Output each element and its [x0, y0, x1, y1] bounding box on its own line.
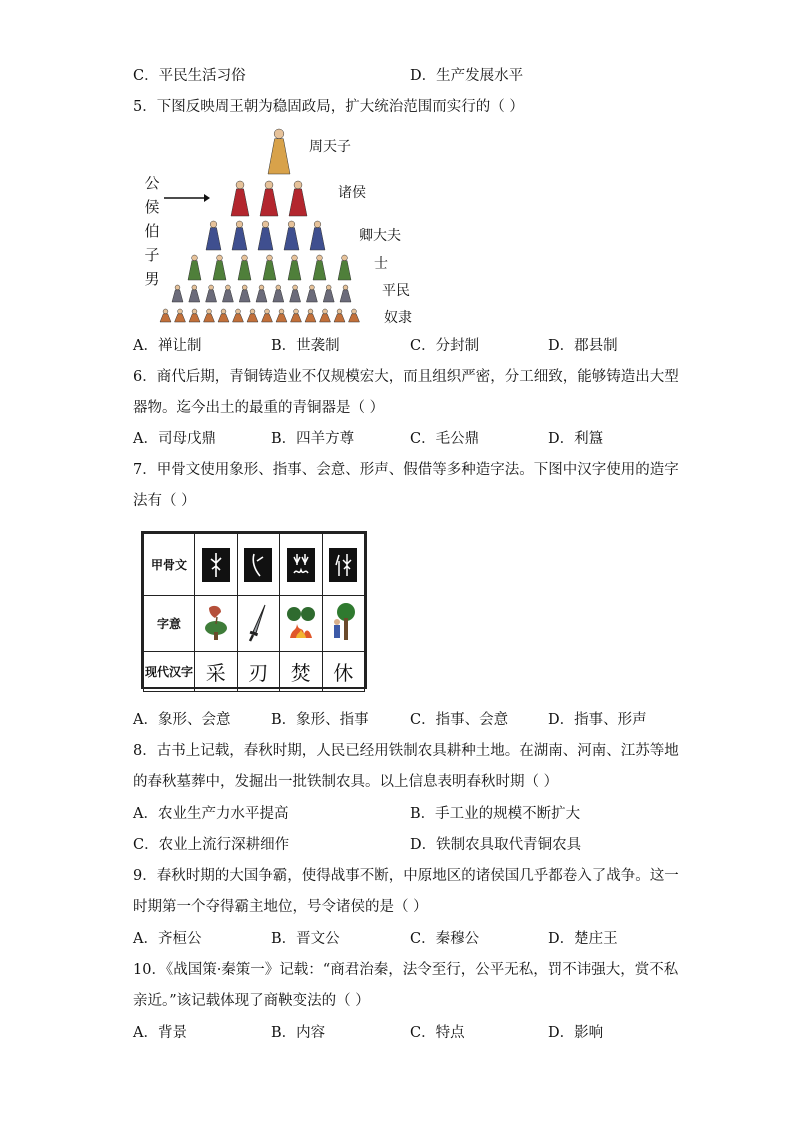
q7-stem-line2: 法有（ ）: [133, 493, 196, 509]
level-label-lords: 诸侯: [338, 185, 366, 201]
meaning-picture-ren: [237, 596, 280, 652]
commoner-figure: [290, 285, 301, 302]
q6-stem-line2: 器物。迄今出土的最重的青铜器是（ ）: [133, 400, 385, 416]
shi-figure: [238, 255, 251, 280]
q7-option-a: A．象形、会意: [133, 712, 231, 728]
lord-figure: [260, 181, 278, 216]
q10-option-a: A．背景: [133, 1025, 187, 1041]
minister-figure: [232, 221, 247, 250]
q9-stem-line2: 时期第一个夺得霸主地位，号令诸侯的是（ ）: [133, 899, 428, 915]
minister-figure: [258, 221, 273, 250]
commoner-figure: [172, 285, 183, 302]
q6-stem-line1: 6．商代后期，青铜铸造业不仅规模宏大，而且组织严密，分工细致，能够铸造出大型: [133, 369, 679, 385]
commoner-figure: [323, 285, 334, 302]
lord-figure: [289, 181, 307, 216]
slave-figure: [175, 309, 186, 322]
slave-figure: [160, 309, 171, 322]
slave-figure: [262, 309, 273, 322]
slave-figure: [189, 309, 200, 322]
lord-figure: [231, 181, 249, 216]
level-label-ministers: 卿大夫: [359, 228, 401, 244]
commoner-figure: [222, 285, 233, 302]
q7-stem-line1: 7．甲骨文使用象形、指事、会意、形声、假借等多种造字法。下图中汉字使用的造字: [133, 462, 679, 478]
shi-figure: [188, 255, 201, 280]
slave-figure: [291, 309, 302, 322]
commoner-figure: [189, 285, 200, 302]
q5-option-b: B．世袭制: [271, 338, 340, 354]
q10-option-b: B．内容: [271, 1025, 326, 1041]
king-figure: [268, 129, 290, 174]
modern-char-fen: 焚: [280, 652, 323, 692]
row-head-oracle: 甲骨文: [144, 534, 195, 596]
minister-figure: [284, 221, 299, 250]
meaning-picture-xiu: [322, 596, 365, 652]
q5-option-d: D．郡县制: [548, 338, 618, 354]
commoner-figure: [340, 285, 351, 302]
slave-figure: [334, 309, 345, 322]
slave-figure: [233, 309, 244, 322]
modern-char-xiu: 休: [322, 652, 365, 692]
meaning-picture-cai: [195, 596, 238, 652]
oracle-glyph-cai: [202, 548, 230, 582]
q7-option-c: C．指事、会意: [410, 712, 509, 728]
q9-option-c: C．秦穆公: [410, 931, 480, 947]
slave-figure: [276, 309, 287, 322]
q6-option-a: A．司母戊鼎: [133, 431, 216, 447]
q10-stem-line1: 10．《战国策·秦策一》记载：“商君治秦，法令至行，公平无私，罚不讳强大，赏不私: [133, 962, 679, 978]
row-head-modern: 现代汉字: [144, 652, 195, 692]
commoner-figure: [306, 285, 317, 302]
q4-option-c: C．平民生活习俗: [133, 68, 246, 84]
q5-stem: 5．下图反映周王朝为稳固政局，扩大统治范围而实行的（ ）: [133, 99, 524, 115]
shi-figure: [263, 255, 276, 280]
slave-figure: [204, 309, 215, 322]
shi-figure: [313, 255, 326, 280]
q5-option-c: C．分封制: [410, 338, 480, 354]
q6-option-c: C．毛公鼎: [410, 431, 480, 447]
q4-option-d: D．生产发展水平: [410, 68, 524, 84]
q10-stem-line2: 亲近。”该记载体现了商鞅变法的（ ）: [133, 993, 370, 1009]
slave-figure: [305, 309, 316, 322]
oracle-glyph-xiu: [329, 548, 357, 582]
commoner-figure: [273, 285, 284, 302]
q9-option-b: B．晋文公: [271, 931, 340, 947]
q10-option-d: D．影响: [548, 1025, 604, 1041]
level-label-slaves: 奴隶: [384, 310, 412, 326]
minister-figure: [206, 221, 221, 250]
rank-bo: 伯: [144, 222, 160, 240]
slave-figure: [320, 309, 331, 322]
commoner-figure: [206, 285, 217, 302]
q8-option-b: B．手工业的规模不断扩大: [410, 806, 581, 822]
shi-figure: [338, 255, 351, 280]
q8-option-c: C．农业上流行深耕细作: [133, 837, 290, 853]
level-label-shi: 士: [374, 256, 388, 272]
shi-figure: [288, 255, 301, 280]
feudal-hierarchy-pyramid: [140, 124, 430, 330]
q8-stem-line1: 8．古书上记载，春秋时期，人民已经用铁制农具耕种土地。在湖南、河南、江苏等地: [133, 743, 679, 759]
q9-option-d: D．楚庄王: [548, 931, 618, 947]
rank-gong: 公: [144, 174, 160, 192]
row-head-meaning: 字意: [144, 596, 195, 652]
modern-char-ren: 刃: [237, 652, 280, 692]
q10-option-c: C．特点: [410, 1025, 465, 1041]
q7-option-d: D．指事、形声: [548, 712, 647, 728]
q9-option-a: A．齐桓公: [133, 931, 202, 947]
q8-option-d: D．铁制农具取代青铜农具: [410, 837, 582, 853]
modern-char-cai: 采: [195, 652, 238, 692]
rank-zi: 子: [144, 246, 160, 264]
q5-option-a: A．禅让制: [133, 338, 202, 354]
q7-option-b: B．象形、指事: [271, 712, 369, 728]
shi-figure: [213, 255, 226, 280]
minister-figure: [310, 221, 325, 250]
rank-nan: 男: [144, 270, 160, 288]
q8-option-a: A．农业生产力水平提高: [133, 806, 289, 822]
meaning-picture-fen: [280, 596, 323, 652]
slave-figure: [247, 309, 258, 322]
level-label-king: 周天子: [309, 139, 351, 155]
rank-hou: 侯: [144, 198, 160, 216]
commoner-figure: [239, 285, 250, 302]
slave-figure: [218, 309, 229, 322]
q8-stem-line2: 的春秋墓葬中，发掘出一批铁制农具。以上信息表明春秋时期（ ）: [133, 774, 559, 790]
level-label-commoners: 平民: [382, 283, 410, 299]
oracle-bone-table: [141, 531, 367, 689]
oracle-glyph-ren: [244, 548, 272, 582]
oracle-glyph-fen: [287, 548, 315, 582]
q6-option-b: B．四羊方尊: [271, 431, 355, 447]
commoner-figure: [256, 285, 267, 302]
slave-figure: [349, 309, 360, 322]
q9-stem-line1: 9．春秋时期的大国争霸，使得战事不断，中原地区的诸侯国几乎都卷入了战争。这一: [133, 868, 679, 884]
q6-option-d: D．利簋: [548, 431, 604, 447]
